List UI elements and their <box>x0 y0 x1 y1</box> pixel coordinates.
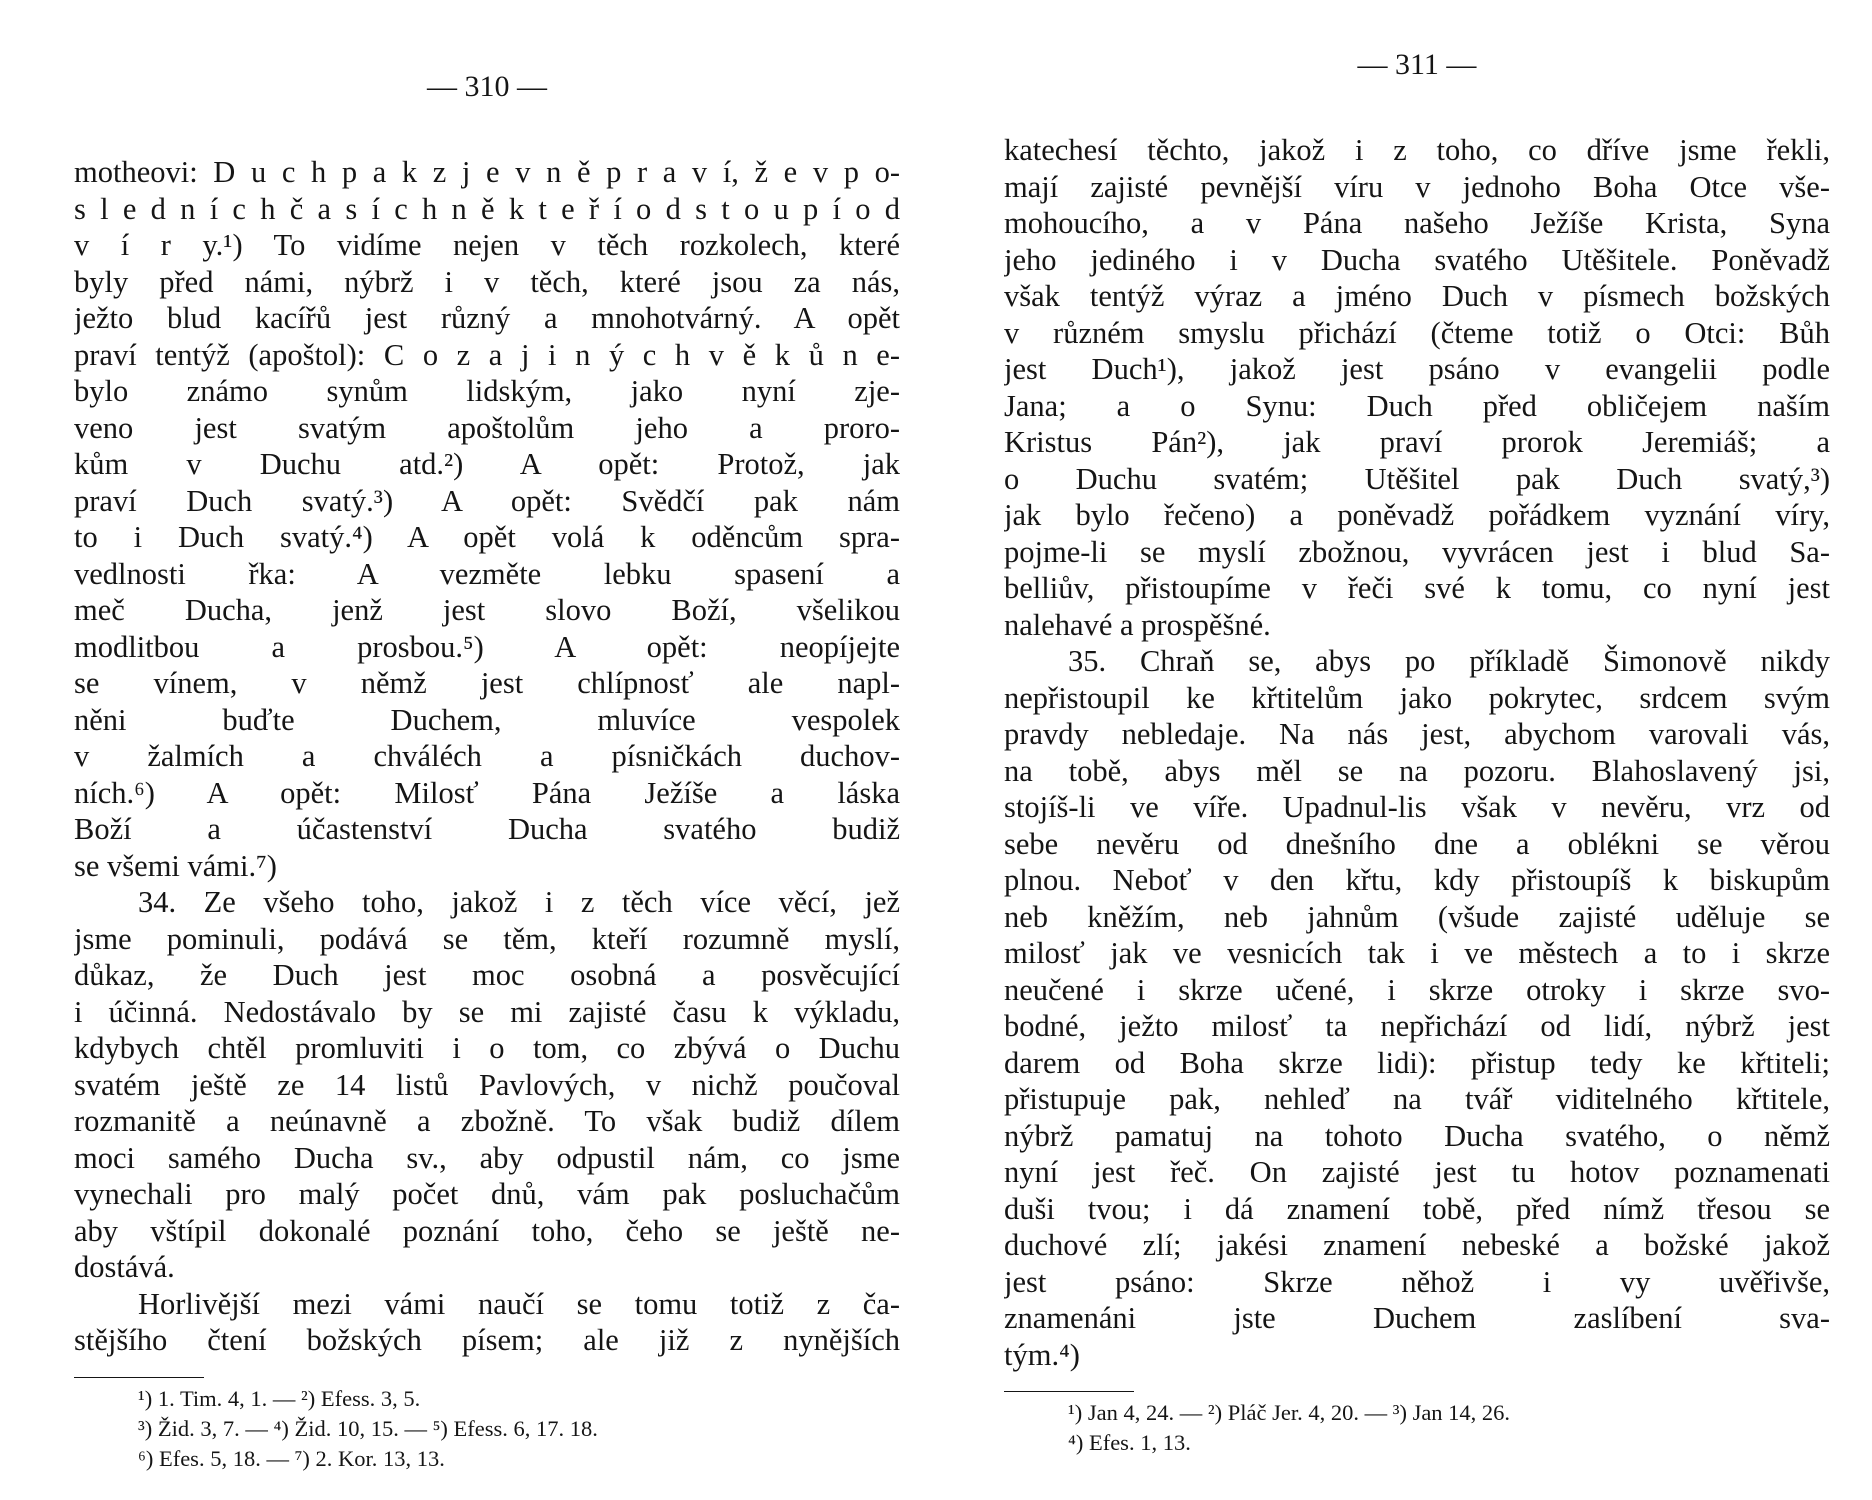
text-line: ježto blud kacířů jest různý a mnohotvárný. A opět <box>74 301 900 335</box>
page-body <box>74 154 900 1359</box>
text-line: v různém smyslu přichází (čteme totiž o Otci: Bůh <box>1004 315 1830 350</box>
page-number: — 310 — <box>427 70 547 103</box>
text-line: darem od Boha skrze lidi): přistup tedy ke křtiteli; <box>1004 1045 1830 1080</box>
text-line: vedlnosti řka: A vezměte lebku spasení a <box>74 556 900 591</box>
footnote: ⁴) Efes. 1, 13. <box>1068 1430 1191 1455</box>
text-line: něni buďte Duchem, mluvíce vespolek <box>74 702 900 737</box>
text-line: svatém ještě ze 14 listů Pavlových, v nichž poučoval <box>74 1067 900 1102</box>
text-line: Jana; a o Synu: Duch před obličejem naším <box>1004 388 1830 423</box>
footnote: ³) Žid. 3, 7. — ⁴) Žid. 10, 15. — ⁵) Efess. 6, 17. 18. <box>138 1415 598 1441</box>
text-line: na tobě, abys měl se na pozoru. Blahoslavený jsi, <box>1004 753 1830 788</box>
text-line: aby vštípil dokonalé poznání toho, čeho se ještě ne- <box>74 1213 900 1248</box>
text-line: jeho jediného i v Ducha svatého Utěšitele. Poněvadž <box>1004 242 1830 277</box>
footnote-divider <box>1004 1391 1134 1392</box>
text-line: Kristus Pán²), jak praví prorok Jeremiáš; a <box>1004 425 1830 459</box>
text-line: 35. Chraň se, abys po příkladě Šimonově nikdy <box>1068 644 1830 678</box>
text-line: ních.⁶) A opět: Milosť Pána Ježíše a láska <box>74 775 900 810</box>
text-line: modlitbou a prosbou.⁵) A opět: neopíjejte <box>74 629 900 664</box>
text-line: pravdy nebledaje. Na nás jest, abychom varovali vás, <box>1004 717 1830 751</box>
text-line: nepřistoupil ke křtitelům jako pokrytec, srdcem svým <box>1004 680 1830 715</box>
text-line: s l e d n í c h č a s í c h n ě k t e ř í o d s t o u p í o d <box>74 191 900 226</box>
right-page <box>1004 0 1830 1458</box>
footnote: ¹) Jan 4, 24. — ²) Pláč Jer. 4, 20. — ³) Jan 14, 26. <box>1068 1400 1511 1425</box>
text-line: důkaz, že Duch jest moc osobná a posvěcující <box>74 958 900 992</box>
text-line: bodné, ježto milosť ta nepřichází od lidí, nýbrž jest <box>1004 1009 1830 1043</box>
text-line: motheovi: D u c h p a k z j e v n ě p r a v í, ž e v p o- <box>74 155 900 189</box>
text-line: přistupuje pak, nehleď na tvář viditelného křtitele, <box>1004 1082 1830 1116</box>
text-line: 34. Ze všeho toho, jakož i z těch více věcí, jež <box>138 885 900 919</box>
text-line: rozmanitě a neúnavně a zbožně. To však budiž dílem <box>74 1104 900 1138</box>
text-line: plnou. Neboť v den křtu, kdy přistoupíš k biskupům <box>1004 863 1830 897</box>
footnotes <box>1004 1398 1830 1458</box>
text-line: nyní jest řeč. On zajisté jest tu hotov poznamenati <box>1004 1155 1830 1189</box>
text-line: nýbrž pamatuj na tohoto Ducha svatého, o němž <box>1004 1118 1830 1153</box>
text-line: byly před námi, nýbrž i v těch, které jsou za nás, <box>74 264 900 299</box>
page-body <box>1004 132 1830 1373</box>
text-line: stějšího čtení božských písem; ale již z nynějších <box>74 1323 900 1357</box>
text-line: katechesí těchto, jakož i z toho, co dříve jsme řekli, <box>1004 133 1830 167</box>
footnote: ⁶) Efes. 5, 18. — ⁷) 2. Kor. 13, 13. <box>138 1445 445 1471</box>
text-line: duši tvou; i dá znamení tobě, před nímž třesou se <box>1004 1191 1830 1226</box>
text-line: v í r y.¹) To vidíme nejen v těch rozkolech, které <box>74 228 900 262</box>
text-line: o Duchu svatém; Utěšitel pak Duch svatý,³) <box>1004 461 1830 496</box>
text-line: znamenáni jste Duchem zaslíbení sva- <box>1004 1301 1830 1335</box>
text-line: Horlivější mezi vámi naučí se tomu totiž z ča- <box>138 1286 900 1321</box>
text-line: se vínem, v němž jest chlípnosť ale napl- <box>74 666 900 700</box>
text-line: kdybych chtěl promluviti i o tom, co zbývá o Duchu <box>74 1031 900 1065</box>
text-line: jest psáno: Skrze něhož i vy uvěřivše, <box>1004 1264 1830 1299</box>
text-line: jak bylo řečeno) a poněvadž pořádkem vyznání víry, <box>1004 498 1830 532</box>
text-line: jest Duch¹), jakož jest psáno v evangelii podle <box>1004 352 1830 386</box>
text-line: mohoucího, a v Pána našeho Ježíše Krista, Syna <box>1004 206 1830 240</box>
text-line: Boží a účastenství Ducha svatého budiž <box>74 812 900 846</box>
text-line: se všemi vámi.⁷) <box>74 848 277 883</box>
text-line: sebe nevěru od dnešního dne a oblékni se věrou <box>1004 826 1830 861</box>
text-line: praví Duch svatý.³) A opět: Svědčí pak nám <box>74 483 900 518</box>
footnote: ¹) 1. Tim. 4, 1. — ²) Efess. 3, 5. <box>138 1385 421 1411</box>
left-page <box>74 0 900 1474</box>
text-line: moci samého Ducha sv., aby odpustil nám, co jsme <box>74 1140 900 1175</box>
footnote-divider <box>74 1377 204 1378</box>
page-number: — 311 — <box>1357 48 1477 81</box>
text-line: belliův, přistoupíme v řeči své k tomu, co nyní jest <box>1004 571 1830 605</box>
text-line: neb kněžím, neb jahnům (všude zajisté uděluje se <box>1004 899 1830 934</box>
text-line: i účinná. Nedostávalo by se mi zajisté času k výkladu, <box>74 994 900 1029</box>
text-line: nalehavé a prospěšné. <box>1004 607 1271 642</box>
text-line: vynechali pro malý počet dnů, vám pak posluchačům <box>74 1177 900 1211</box>
text-line: v žalmích a chváléch a písničkách duchov- <box>74 739 900 773</box>
text-line: tým.⁴) <box>1004 1337 1080 1372</box>
text-line: stojíš-li ve víře. Upadnul-lis však v nevěru, vrz od <box>1004 790 1830 824</box>
text-line: milosť jak ve vesnicích tak i ve městech a to i skrze <box>1004 936 1830 970</box>
text-line: praví tentýž (apoštol): C o z a j i n ý c h v ě k ů n e- <box>74 337 900 372</box>
text-line: to i Duch svatý.⁴) A opět volá k oděncům spra- <box>74 520 900 554</box>
text-line: jsme pominuli, podává se těm, kteří rozumně myslí, <box>74 921 900 956</box>
text-line: meč Ducha, jenž jest slovo Boží, všelikou <box>74 593 900 627</box>
text-line: kům v Duchu atd.²) A opět: Protož, jak <box>74 447 900 481</box>
text-line: bylo známo synům lidským, jako nyní zje- <box>74 374 900 408</box>
text-line: pojme-li se myslí zbožnou, vyvrácen jest i blud Sa- <box>1004 534 1830 569</box>
text-line: neučené i skrze učené, i skrze otroky i skrze svo- <box>1004 972 1830 1007</box>
text-line: veno jest svatým apoštolům jeho a proro- <box>74 410 900 445</box>
footnotes <box>74 1384 900 1474</box>
text-line: duchové zlí; jakési znamení nebeské a božské jakož <box>1004 1228 1830 1262</box>
text-line: však tentýž výraz a jméno Duch v písmech božských <box>1004 279 1830 313</box>
text-line: dostává. <box>74 1250 175 1284</box>
text-line: mají zajisté pevnější víru v jednoho Boha Otce vše- <box>1004 169 1830 204</box>
